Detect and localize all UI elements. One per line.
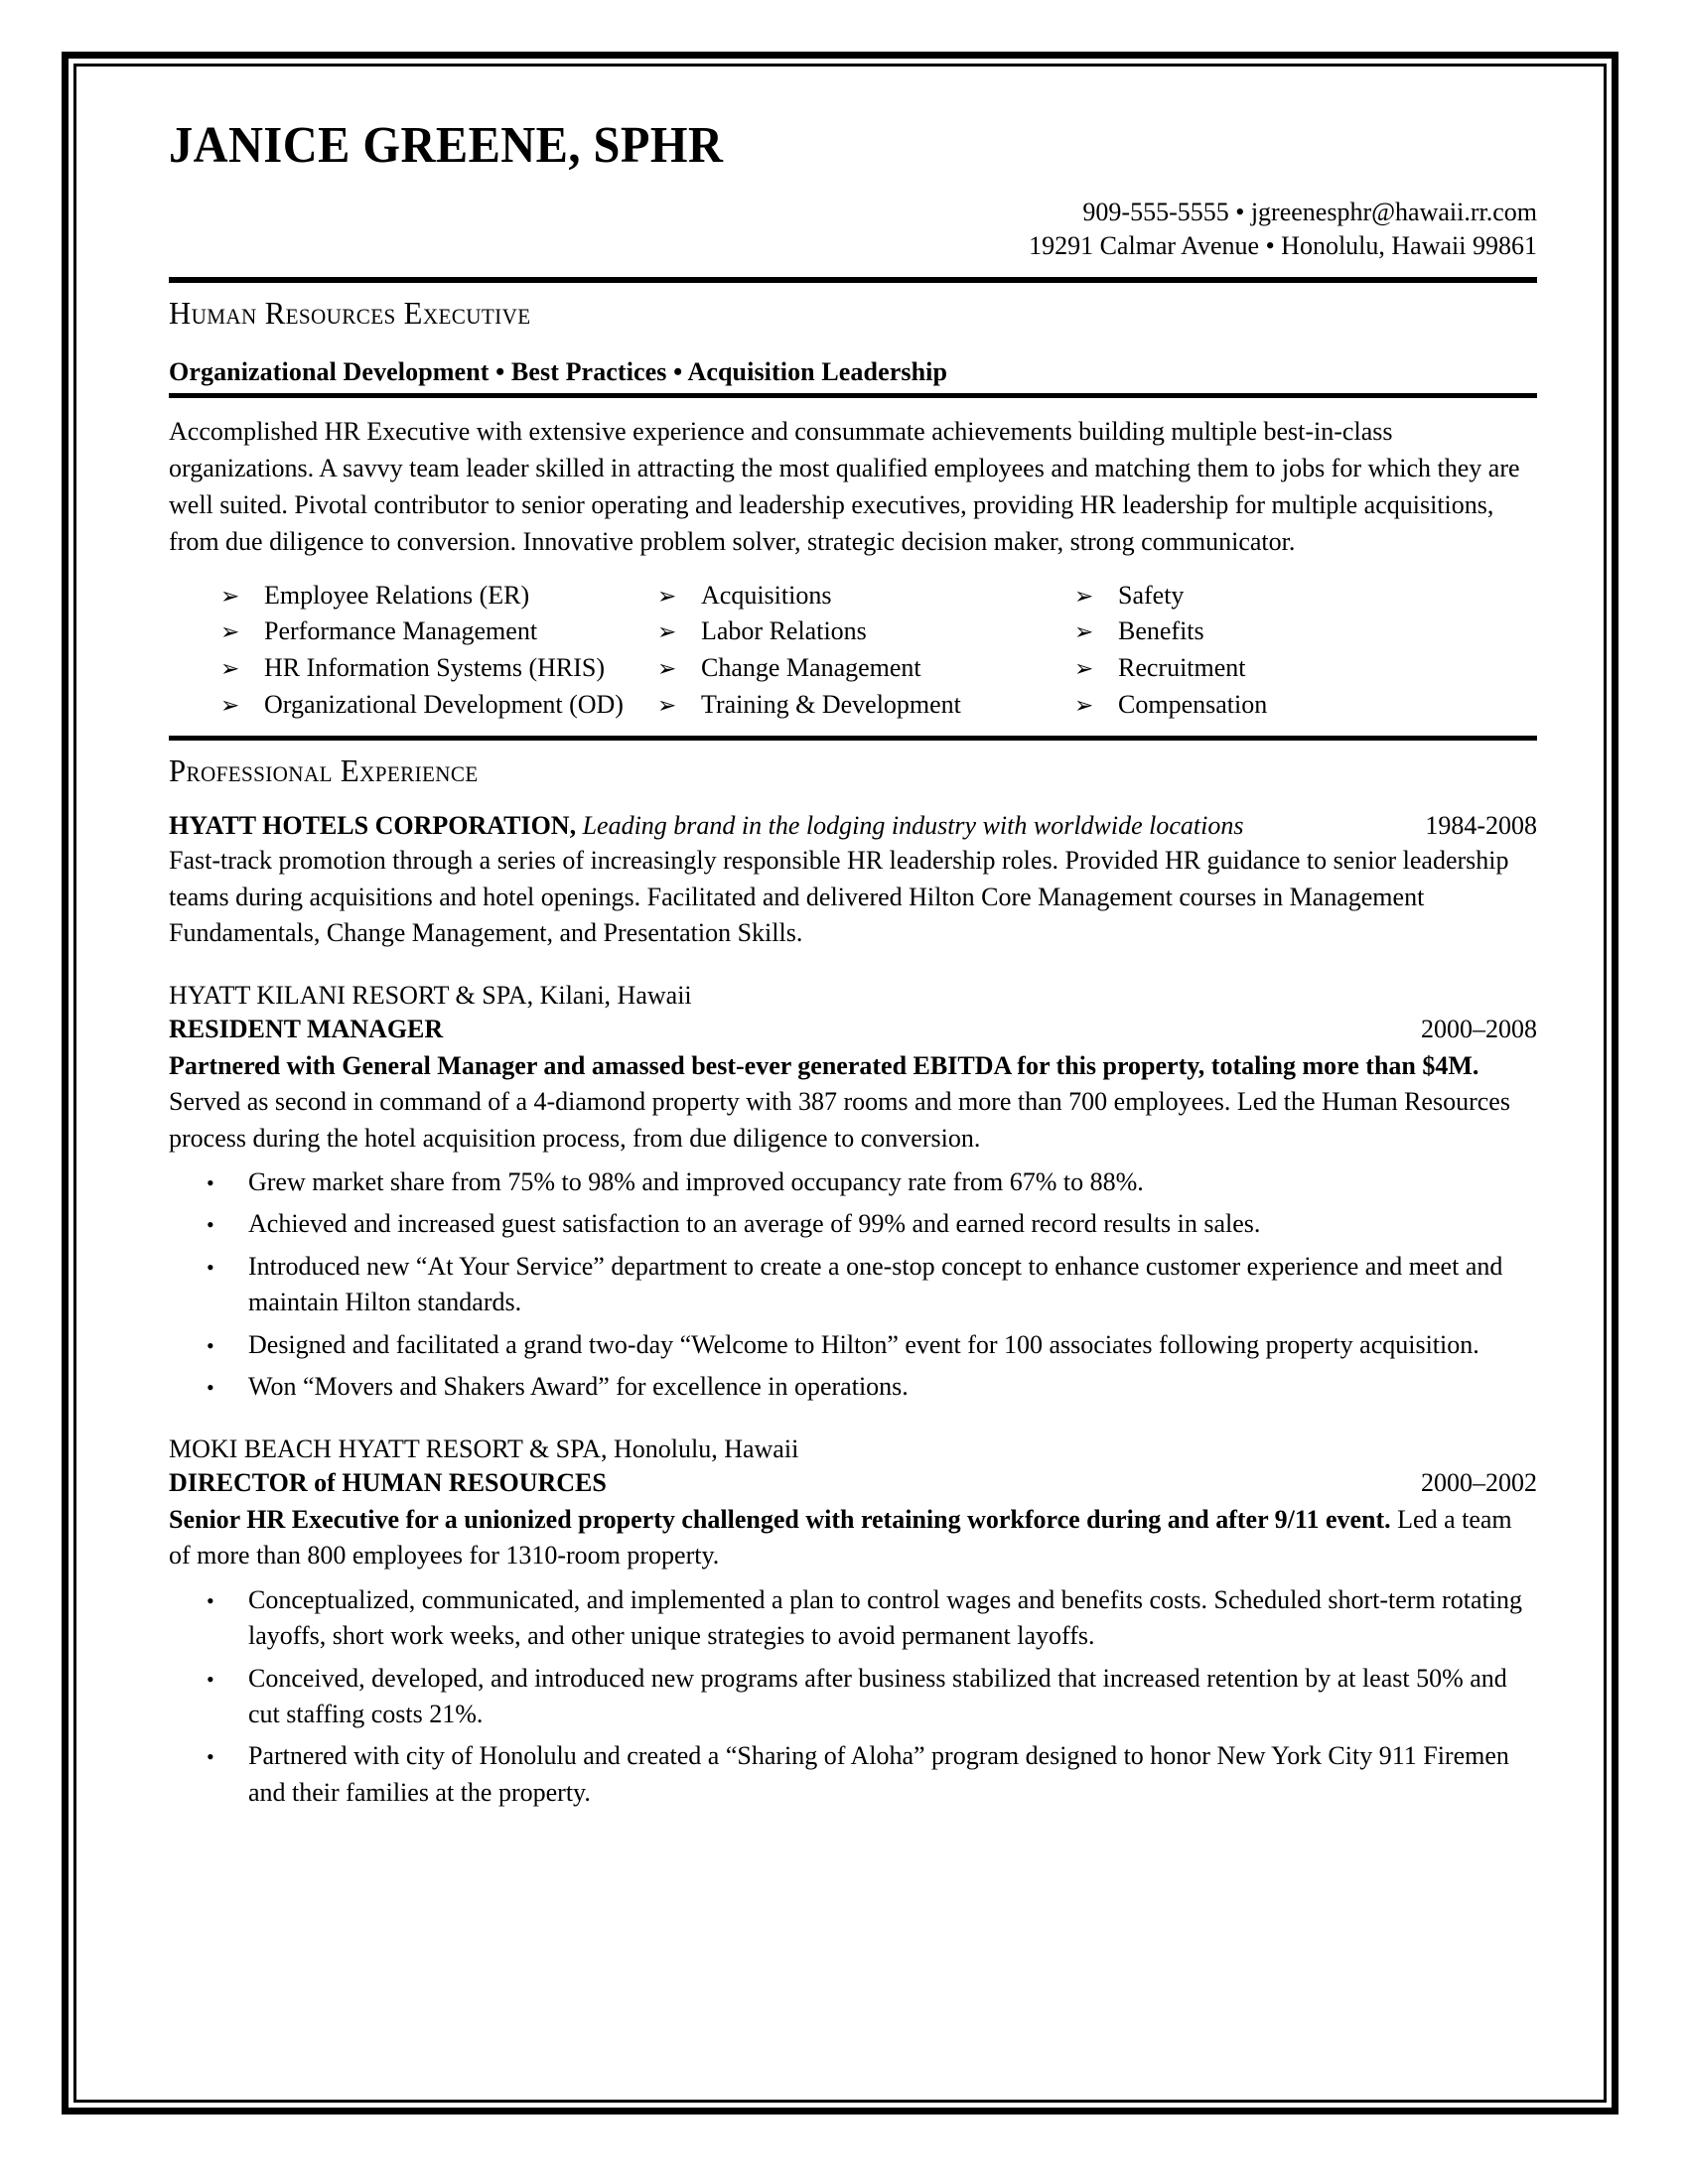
- job-title-row: [169, 1013, 1537, 1046]
- skill-label: Acquisitions: [701, 580, 832, 610]
- job-achievements-list: [169, 1582, 1537, 1811]
- skill-item: [220, 579, 657, 614]
- contact-block: [169, 196, 1537, 264]
- achievement-text: Achieved and increased guest satisfaction to an average of 99% and earned record results in sales.: [248, 1209, 1261, 1239]
- skill-item: [1074, 579, 1537, 614]
- bullet-dot-icon: •: [207, 1666, 214, 1692]
- achievement-text: Partnered with city of Honolulu and created a “Sharing of Aloha” program designed to honor New York City 911 Firemen and their families at the property.: [248, 1741, 1509, 1807]
- list-item: [169, 1164, 1537, 1200]
- skill-label: Performance Management: [264, 616, 538, 646]
- skill-label: Change Management: [701, 653, 921, 682]
- bullet-dot-icon: •: [207, 1744, 214, 1770]
- list-item: [169, 1582, 1537, 1655]
- skill-item: [1074, 614, 1537, 649]
- job-title-row: [169, 1466, 1537, 1500]
- arrow-bullet-icon: ➢: [220, 656, 240, 681]
- company-name: HYATT HOTELS CORPORATION,: [169, 811, 577, 841]
- bullet-dot-icon: •: [207, 1587, 214, 1613]
- bullet-dot-icon: •: [207, 1375, 214, 1401]
- professional-summary: Accomplished HR Executive with extensive experience and consummate achievements building multiple best-in-class organizations. A savvy team leader skilled in attracting the most qualified employees and matching them to jobs for which they are well suited. Pivotal contributor to senior operating and leadership executives, providing HR leadership for multiple acquisitions, from due diligence to conversion. Innovative problem solver, strategic decision maker, strong communicator.: [169, 417, 1520, 556]
- experience-heading: Professional Experience: [169, 752, 479, 789]
- divider-tagline: [169, 393, 1537, 398]
- bullet-dot-icon: •: [207, 1332, 214, 1358]
- company-description: Leading brand in the lodging industry with worldwide locations: [582, 811, 1244, 841]
- candidate-name: JANICE GREENE, SPHR: [169, 117, 724, 174]
- job-description-rest: Served as second in command of a 4-diamond property with 387 rooms and more than 700 employees. Led the Human Resources process during the hotel acquisition process, from due diligence to conversion.: [169, 1087, 1510, 1153]
- achievement-text: Won “Movers and Shakers Award” for excellence in operations.: [248, 1372, 909, 1402]
- resume-content: [169, 119, 1537, 1817]
- skill-label: Recruitment: [1118, 653, 1246, 682]
- skill-label: Organizational Development (OD): [264, 689, 624, 719]
- skill-label: HR Information Systems (HRIS): [264, 653, 606, 682]
- contact-address: 19291 Calmar Avenue • Honolulu, Hawaii 99861: [1029, 230, 1537, 260]
- job-location: MOKI BEACH HYATT RESORT & SPA, Honolulu, Hawaii: [169, 1434, 799, 1464]
- skill-item: [657, 579, 1074, 614]
- job-dates: 2000–2002: [1421, 1468, 1537, 1498]
- job-location: HYATT KILANI RESORT & SPA, Kilani, Hawaii: [169, 981, 692, 1011]
- skill-item: [657, 688, 1074, 723]
- list-item: [169, 1369, 1537, 1405]
- job-entry: [169, 979, 1537, 1405]
- achievement-text: Grew market share from 75% to 98% and improved occupancy rate from 67% to 88%.: [248, 1167, 1144, 1197]
- achievement-text: Introduced new “At Your Service” department to create a one-stop concept to enhance customer experience and meet and maintain Hilton standards.: [248, 1251, 1503, 1317]
- arrow-bullet-icon: ➢: [657, 692, 677, 718]
- arrow-bullet-icon: ➢: [1074, 583, 1094, 609]
- skill-label: Benefits: [1118, 616, 1204, 646]
- list-item: [169, 1249, 1537, 1321]
- company-identity: [169, 811, 1244, 841]
- company-header-row: [169, 811, 1537, 841]
- job-achievements-list: [169, 1164, 1537, 1405]
- job-title: DIRECTOR of HUMAN RESOURCES: [169, 1468, 607, 1498]
- job-entry: [169, 1433, 1537, 1811]
- company-blurb: Fast-track promotion through a series of increasingly responsible HR leadership roles. Provided HR guidance to senior leadership teams during acquisitions and hotel openings. Facilitated and delivered Hilton Core Management courses in Management Fundamentals, Change Management, and Presentation Skills.: [169, 846, 1509, 947]
- contact-phone-email: 909-555-5555 • jgreenesphr@hawaii.rr.com: [1082, 197, 1537, 226]
- job-description: [169, 1502, 1537, 1574]
- skill-label: Compensation: [1118, 689, 1268, 719]
- job-dates: 2000–2008: [1421, 1015, 1537, 1044]
- list-item: [169, 1327, 1537, 1363]
- skill-item: [1074, 651, 1537, 686]
- divider-header: [169, 277, 1537, 283]
- achievement-text: Conceptualized, communicated, and implemented a plan to control wages and benefits costs. Scheduled short-term rotating layoffs, short work weeks, and other unique strategies to avoid permanent layoffs.: [248, 1584, 1523, 1651]
- skill-item: [657, 651, 1074, 686]
- skill-label: Labor Relations: [701, 616, 867, 646]
- skill-label: Employee Relations (ER): [264, 580, 530, 610]
- list-item: [169, 1661, 1537, 1733]
- skill-item: [1074, 688, 1537, 723]
- achievement-text: Designed and facilitated a grand two-day “Welcome to Hilton” event for 100 associates following property acquisition.: [248, 1329, 1479, 1359]
- core-competencies-grid: [169, 579, 1537, 722]
- job-title: RESIDENT MANAGER: [169, 1015, 444, 1044]
- arrow-bullet-icon: ➢: [1074, 692, 1094, 718]
- arrow-bullet-icon: ➢: [220, 619, 240, 645]
- bullet-dot-icon: •: [207, 1254, 214, 1280]
- arrow-bullet-icon: ➢: [657, 656, 677, 681]
- company-dates: 1984-2008: [1425, 811, 1537, 841]
- skill-item: [220, 688, 657, 723]
- arrow-bullet-icon: ➢: [220, 692, 240, 718]
- arrow-bullet-icon: ➢: [657, 619, 677, 645]
- skill-label: Training & Development: [701, 689, 961, 719]
- arrow-bullet-icon: ➢: [1074, 619, 1094, 645]
- arrow-bullet-icon: ➢: [1074, 656, 1094, 681]
- job-description-highlight: Partnered with General Manager and amassed best-ever generated EBITDA for this property, totaling more than $4M.: [169, 1050, 1479, 1080]
- bullet-dot-icon: •: [207, 1170, 214, 1196]
- bullet-dot-icon: •: [207, 1212, 214, 1238]
- job-description: [169, 1048, 1537, 1157]
- skill-label: Safety: [1118, 580, 1185, 610]
- divider-experience: [169, 736, 1537, 741]
- skill-item: [220, 614, 657, 649]
- job-description-rest: Led a team of more than 800 employees for 1310-room property.: [169, 1505, 1512, 1570]
- skill-item: [220, 651, 657, 686]
- list-item: [169, 1738, 1537, 1811]
- headline-title: Human Resources Executive: [169, 295, 531, 332]
- list-item: [169, 1206, 1537, 1242]
- job-description-highlight: Senior HR Executive for a unionized property challenged with retaining workforce during and after 9/11 event.: [169, 1505, 1391, 1535]
- specialties-tagline: Organizational Development • Best Practices • Acquisition Leadership: [169, 357, 948, 387]
- arrow-bullet-icon: ➢: [220, 583, 240, 609]
- skill-item: [657, 614, 1074, 649]
- achievement-text: Conceived, developed, and introduced new programs after business stabilized that increased retention by at least 50% and cut staffing costs 21%.: [248, 1663, 1507, 1728]
- arrow-bullet-icon: ➢: [657, 583, 677, 609]
